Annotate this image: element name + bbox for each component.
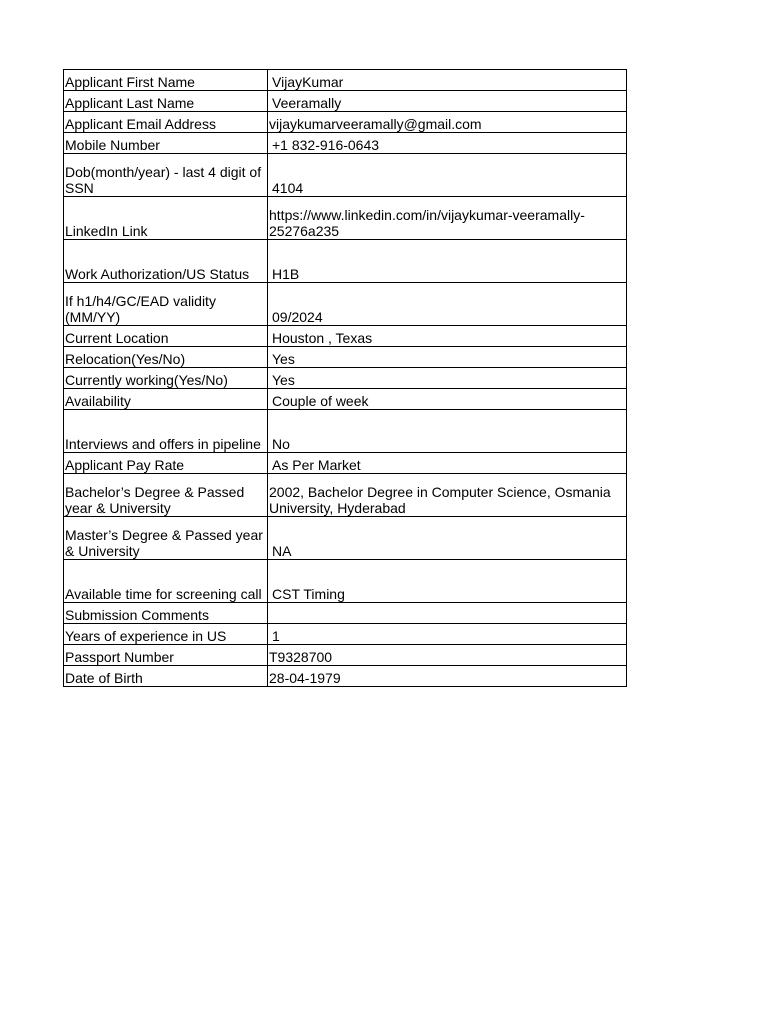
table-row — [64, 517, 627, 560]
row-value: Veeramally — [268, 91, 627, 112]
table-row — [64, 666, 627, 687]
row-label: Currently working(Yes/No) — [64, 368, 268, 389]
table-row — [64, 283, 627, 326]
row-label: Mobile Number — [64, 133, 268, 154]
table-row — [64, 326, 627, 347]
table-row — [64, 154, 627, 197]
table-row — [64, 389, 627, 410]
table-row — [64, 474, 627, 517]
table-row — [64, 197, 627, 240]
row-value: 2002, Bachelor Degree in Computer Science, Osmania University, Hyderabad — [268, 474, 627, 517]
row-value: 09/2024 — [268, 283, 627, 326]
row-value: As Per Market — [268, 453, 627, 474]
row-label: Relocation(Yes/No) — [64, 347, 268, 368]
row-label: Master’s Degree & Passed year & University — [64, 517, 268, 560]
row-label: Applicant Pay Rate — [64, 453, 268, 474]
row-label: If h1/h4/GC/EAD validity (MM/YY) — [64, 283, 268, 326]
row-label: Submission Comments — [64, 603, 268, 624]
row-value: Couple of week — [268, 389, 627, 410]
table-row — [64, 368, 627, 389]
applicant-details-sheet — [63, 69, 623, 687]
table-row — [64, 240, 627, 283]
row-label: Available time for screening call — [64, 560, 268, 603]
row-label: Applicant First Name — [64, 70, 268, 91]
row-value: Houston , Texas — [268, 326, 627, 347]
table-row — [64, 133, 627, 154]
table-row — [64, 112, 627, 133]
row-value: NA — [268, 517, 627, 560]
row-label: Dob(month/year) - last 4 digit of SSN — [64, 154, 268, 197]
table-row — [64, 560, 627, 603]
table-row — [64, 70, 627, 91]
row-value: VijayKumar — [268, 70, 627, 91]
table-row — [64, 453, 627, 474]
table-row — [64, 410, 627, 453]
row-value: T9328700 — [268, 645, 627, 666]
row-value: H1B — [268, 240, 627, 283]
row-value: vijaykumarveeramally@gmail.com — [268, 112, 627, 133]
row-label: Passport Number — [64, 645, 268, 666]
row-value: CST Timing — [268, 560, 627, 603]
table-row — [64, 347, 627, 368]
row-label: Date of Birth — [64, 666, 268, 687]
row-value: 1 — [268, 624, 627, 645]
row-value: 28-04-1979 — [268, 666, 627, 687]
table-row — [64, 624, 627, 645]
row-value: No — [268, 410, 627, 453]
row-label: LinkedIn Link — [64, 197, 268, 240]
table-row — [64, 603, 627, 624]
row-label: Interviews and offers in pipeline — [64, 410, 268, 453]
row-value: +1 832-916-0643 — [268, 133, 627, 154]
row-label: Bachelor’s Degree & Passed year & University — [64, 474, 268, 517]
row-label: Applicant Last Name — [64, 91, 268, 112]
row-value-link: https://www.linkedin.com/in/vijaykumar-veeramally-25276a235 — [268, 197, 627, 240]
row-label: Availability — [64, 389, 268, 410]
row-value — [268, 603, 627, 624]
row-label: Work Authorization/US Status — [64, 240, 268, 283]
row-value: Yes — [268, 368, 627, 389]
row-value: 4104 — [268, 154, 627, 197]
table-row — [64, 91, 627, 112]
row-label: Current Location — [64, 326, 268, 347]
row-value: Yes — [268, 347, 627, 368]
applicant-details-table — [63, 69, 627, 687]
row-label: Applicant Email Address — [64, 112, 268, 133]
row-label: Years of experience in US — [64, 624, 268, 645]
table-row — [64, 645, 627, 666]
